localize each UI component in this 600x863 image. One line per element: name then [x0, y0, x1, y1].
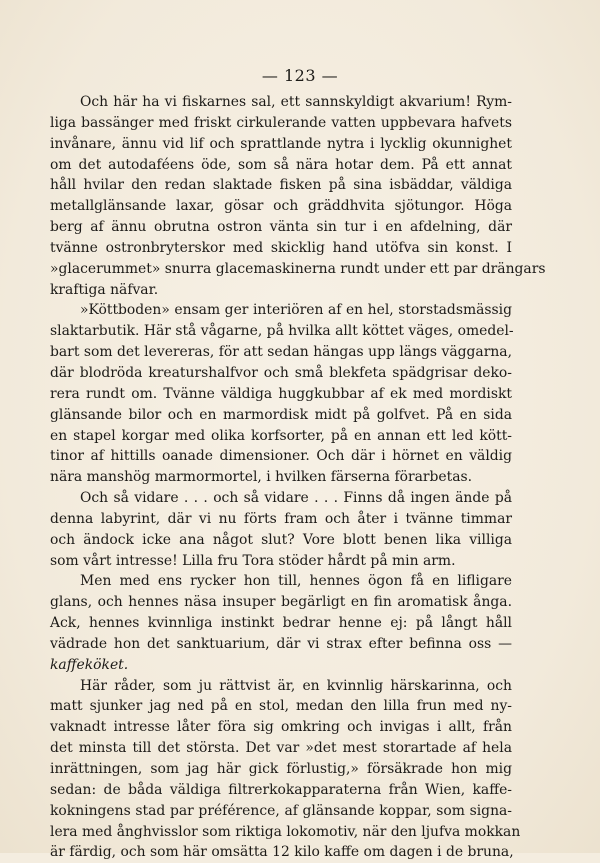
text-line: en stapel korgar med olika korfsorter, på en annan ett led kött- — [50, 427, 512, 444]
text-line: vädrade hon det sanktuarium, där vi strax efter befinna oss — — [50, 635, 512, 652]
text-line: kraftiga näfvar. — [50, 281, 159, 298]
page-number: — 123 — — [261, 66, 339, 85]
text-line: glänsande bilor och en marmordisk midt på golfvet. På en sida — [50, 406, 512, 423]
text-line: lera med ånghvisslor som riktiga lokomotiv, när den ljufva mokkan — [50, 823, 521, 840]
text-line: är färdig, och som här omsätta 12 kilo kaffe om dagen i de bruna, — [50, 844, 514, 861]
text-line: tinor af hittills oanade dimensioner. Och där i hörnet en väldig — [50, 448, 512, 465]
text-line: tvänne ostronbryterskor med skicklig hand utöfva sin konst. I — [50, 239, 512, 256]
text-line: berg af ännu obrutna ostron vänta sin tur i en afdelning, där — [50, 219, 512, 236]
text-line: Och här ha vi fiskarnes sal, ett sannskyldigt akvarium! Rym- — [80, 94, 512, 110]
text-line: matt sjunker jag ned på en stol, medan den lilla frun med ny- — [50, 698, 512, 715]
text-line: om det autodaféens öde, som så nära hotar dem. På ett annat — [50, 156, 512, 173]
text-line: Här råder, som ju rättvist är, en kvinnlig härskarinna, och — [80, 677, 512, 694]
text-line: glans, och hennes näsa insuper begärligt en fin aromatisk ånga. — [50, 594, 512, 611]
text-line: håll hvilar den redan slaktade fisken på sina isbäddar, väldiga — [50, 177, 512, 194]
text-line: kaffeköket. — [50, 656, 129, 673]
text-line: liga bassänger med friskt cirkulerande vatten uppbevara hafvets — [50, 114, 512, 131]
text-line: slaktarbutik. Här stå vågarne, på hvilka allt köttet väges, omedel- — [50, 323, 514, 340]
body-text — [50, 92, 546, 863]
text-line: nära manshög marmormortel, i hvilken färserna förarbetas. — [50, 469, 473, 486]
text-line: det minsta till det största. Det var »det mest storartade af hela — [50, 740, 512, 757]
text-line: metallglänsande laxar, gösar och gräddhvita sjötungor. Höga — [50, 198, 512, 215]
text-line: och ändock icke ana något slut? Vore blott benen lika villiga — [50, 531, 512, 548]
text-line: bart som det levereras, för att sedan hängas upp längs väggarna, — [50, 344, 512, 361]
text-line: kokningens stad par préférence, af glänsande koppar, som signa- — [50, 802, 512, 819]
text-line: »glacerummet» snurra glacemaskinerna rundt under ett par drängars — [50, 260, 546, 277]
text-line: Men med ens rycker hon till, hennes ögon få en lifligare — [80, 573, 512, 590]
text-line: Ack, hennes kvinnliga instinkt bedrar henne ej: på långt håll — [50, 615, 512, 632]
text-line: rera rundt om. Tvänne väldiga huggkubbar af ek med mordiskt — [50, 385, 512, 402]
text-line: vaknadt intresse låter föra sig omkring och invigas i allt, från — [50, 719, 512, 736]
text-line: denna labyrint, där vi nu förts fram och åter i tvänne timmar — [50, 510, 512, 527]
text-line: inrättningen, som jag här gick förlustig,» försäkrade hon mig — [50, 761, 512, 777]
text-line: som vårt intresse! Lilla fru Tora stöder hårdt på min arm. — [50, 552, 456, 569]
text-line: invånare, ännu vid lif och sprattlande nytra i lycklig okunnighet — [50, 135, 512, 152]
text-line: sedan: de båda väldiga filtrerkokapparaterna från Wien, kaffe- — [50, 781, 512, 798]
text-line: »Köttboden» ensam ger interiören af en hel, storstadsmässig — [80, 302, 512, 319]
text-line: Och så vidare . . . och så vidare . . . Finns då ingen ände på — [80, 490, 512, 507]
text-line: där blodröda kreaturshalfvor och små blekfeta spädgrisar deko- — [50, 364, 512, 381]
